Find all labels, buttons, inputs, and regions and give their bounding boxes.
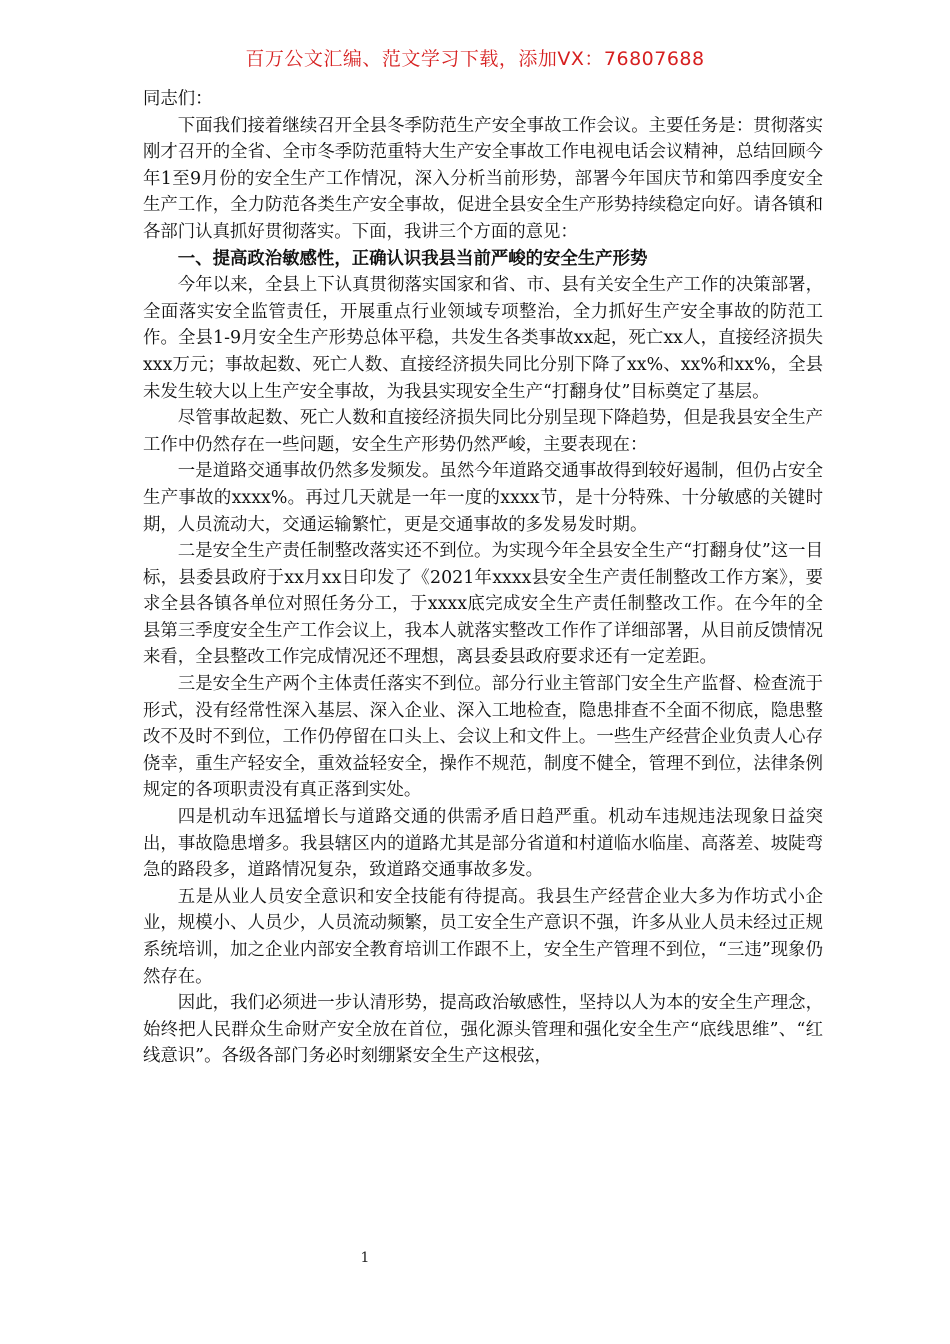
paragraph-point-2: 二是安全生产责任制整改落实还不到位。为实现今年全县安全生产“打翻身仗”这一目标，县委县政府于xx月xx日印发了《2021年xxxx县安全生产责任制整改工作方案》，要求全县各镇各单位对照任务分工，于xxxx底完成安全生产责任制整改工作。在今年的全县第三季度安全生产工作会议上，我本人就落实整改工作作了详细部署，从目前反馈情况来看，全县整改工作完成情况还不理想，离县委县政府要求还有一定差距。 — [143, 541, 823, 668]
section-heading-1: 一、提高政治敏感性，正确认识我县当前严峻的安全生产形势 — [177, 248, 648, 269]
paragraph-point-5: 五是从业人员安全意识和安全技能有待提高。我县生产经营企业大多为作坊式小企业，规模小、人员少，人员流动频繁，员工安全生产意识不强，许多从业人员未经过正规系统培训，加之企业内部安全教育培训工作跟不上，安全生产管理不到位，“三违”现象仍然存在。 — [143, 886, 823, 987]
paragraph-point-4: 四是机动车迅猛增长与道路交通的供需矛盾日趋严重。机动车违规违法现象日益突出，事故隐患增多。我县辖区内的道路尤其是部分省道和村道临水临崖、高落差、坡陡弯急的路段多，道路情况复杂，致道路交通事故多发。 — [143, 807, 823, 881]
paragraph-conclusion: 因此，我们必须进一步认清形势，提高政治敏感性，坚持以人为本的安全生产理念，始终把人民群众生命财产安全放在首位，强化源头管理和强化安全生产“底线思维”、“红线意识”。各级各部门务必时刻绷紧安全生产这根弦， — [143, 993, 823, 1067]
greeting: 同志们： — [143, 89, 213, 109]
paragraph-overview: 今年以来，全县上下认真贯彻落实国家和省、市、县有关安全生产工作的决策部署，全面落实安全监管责任，开展重点行业领域专项整治，全力抓好生产安全事故的防范工作。全县1-9月安全生产形势总体平稳，共发生各类事故xx起，死亡xx人，直接经济损失xxx万元；事故起数、死亡人数、直接经济损失同比分别下降了xx%、xx%和xx%，全县未发生较大以上生产安全事故，为我县实现安全生产“打翻身仗”目标奠定了基层。 — [143, 275, 823, 402]
paragraph-point-1: 一是道路交通事故仍然多发频发。虽然今年道路交通事故得到较好遏制，但仍占安全生产事故的xxxx%。再过几天就是一年一度的xxxx节，是十分特殊、十分敏感的关键时期，人员流动大，交通运输繁忙，更是交通事故的多发易发时期。 — [143, 461, 823, 535]
watermark-banner: 百万公文汇编、范文学习下载，添加VX：76807688 — [245, 48, 705, 70]
paragraph-intro: 下面我们接着继续召开全县冬季防范生产安全事故工作会议。主要任务是：贯彻落实刚才召开的全省、全市冬季防范重特大生产安全事故工作电视电话会议精神，总结回顾今年1至9月份的安全生产工作情况，深入分析当前形势，部署今年国庆节和第四季度安全生产工作，全力防范各类生产安全事故，促进全县安全生产形势持续稳定向好。请各镇和各部门认真抓好贯彻落实。下面，我讲三个方面的意见： — [143, 115, 823, 242]
page-number: 1 — [360, 1250, 370, 1266]
paragraph-problems-intro: 尽管事故起数、死亡人数和直接经济损失同比分别呈现下降趋势，但是我县安全生产工作中仍然存在一些问题，安全生产形势仍然严峻，主要表现在： — [143, 408, 823, 455]
paragraph-point-3: 三是安全生产两个主体责任落实不到位。部分行业主管部门安全生产监督、检查流于形式，没有经常性深入基层、深入企业、深入工地检查，隐患排查不全面不彻底，隐患整改不及时不到位，工作仍停留在口头上、会议上和文件上。一些生产经营企业负责人心存侥幸，重生产轻安全，重效益轻安全，操作不规范，制度不健全，管理不到位，法律条例规定的各项职责没有真正落到实处。 — [143, 674, 823, 801]
document-body — [143, 86, 823, 1070]
